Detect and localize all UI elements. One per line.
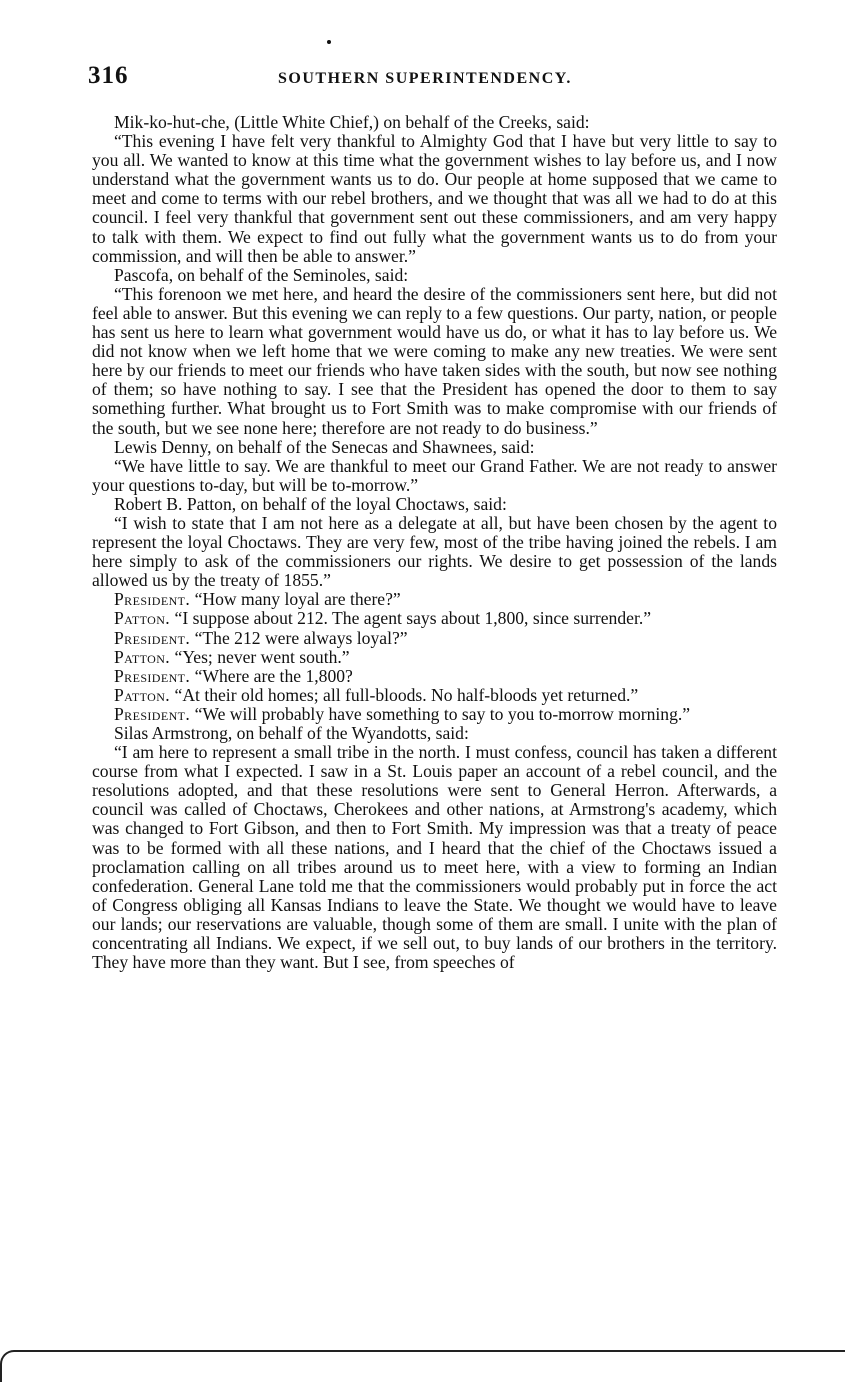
- dialogue-text: “How many loyal are there?”: [194, 589, 401, 610]
- page-bottom-edge: [0, 1350, 845, 1382]
- paragraph-wyandotts-intro: Silas Armstrong, on behalf of the Wyandotts, said:: [114, 723, 469, 743]
- dialogue-line: [92, 629, 777, 648]
- running-head: SOUTHERN SUPERINTENDENCY.: [278, 70, 572, 87]
- speaker-label: President.: [114, 589, 191, 610]
- page-header: [88, 62, 778, 102]
- paragraph-choctaws-speech: “I wish to state that I am not here as a delegate at all, but have been chosen by the agent to represent the loyal Choctaws. They are very few, most of the tribe having joined the rebels. I am here simply to ask of the commissioners our rights. We desire to get possession of the lands allowed us by the treaty of 1855.”: [92, 512, 777, 591]
- page-number: 316: [88, 62, 129, 89]
- speaker-label: Patton.: [114, 684, 171, 705]
- dialogue-line: [92, 667, 777, 686]
- dialogue-text: “The 212 were always loyal?”: [194, 627, 408, 648]
- speaker-label: Patton.: [114, 646, 171, 667]
- dialogue-text: “Where are the 1,800?: [194, 665, 353, 686]
- dialogue-text: “Yes; never went south.”: [174, 646, 350, 667]
- dialogue-line: [92, 590, 777, 609]
- paragraph-creeks-speech: “This evening I have felt very thankful to Almighty God that I have but very little to say to you all. We wanted to know at this time what the government wishes to lay before us, and I now understand what the government wants us to do. Our people at home supposed that we came to meet and come to terms with our rebel brothers, and we thought that was all we had to do at this council. I feel very thankful that government sent out these commissioners, and am very happy to talk with them. We expect to find out fully what the government wants us to do from your commission, and will then be able to answer.”: [92, 131, 777, 266]
- speaker-label: Patton.: [114, 608, 171, 629]
- dialogue-line: [92, 648, 777, 667]
- paragraph-senecas-speech: “We have little to say. We are thankful to meet our Grand Father. We are not ready to answer your questions to-day, but will be to-morrow.”: [92, 455, 777, 495]
- dialogue-text: “We will probably have something to say to you to-morrow morning.”: [194, 703, 691, 724]
- dialogue-line: [92, 609, 777, 628]
- speaker-label: President.: [114, 665, 191, 686]
- paragraph-seminoles-intro: Pascofa, on behalf of the Seminoles, said:: [114, 264, 409, 285]
- body-text: [92, 113, 777, 972]
- paragraph-seminoles-speech: “This forenoon we met here, and heard the desire of the commissioners sent here, but did not feel able to answer. But this evening we can reply to a few questions. Our party, nation, or people has sent us here to learn what government would have us do, or what it has to lay before us. We did not know when we left home that we were coming to make any new treaties. We were sent here by our friends to meet our friends who have taken sides with the south, but now see nothing of them; so have nothing to say. I see that the President has opened the door to them to say something further. What brought us to Fort Smith was to make compromise with our friends of the south, but we see none here; therefore are not ready to do business.”: [92, 283, 777, 438]
- speaker-label: President.: [114, 627, 191, 648]
- paragraph-choctaws-intro: Robert B. Patton, on behalf of the loyal Choctaws, said:: [114, 493, 507, 514]
- speaker-label: President.: [114, 703, 191, 724]
- paragraph-senecas-intro: Lewis Denny, on behalf of the Senecas and Shawnees, said:: [114, 436, 535, 457]
- paragraph-wyandotts-speech: “I am here to represent a small tribe in the north. I must confess, council has taken a different course from what I expected. I saw in a St. Louis paper an account of a rebel council, and the resolutions adopted, and that these resolutions were sent to General Herron. Afterwards, a council was called of Choctaws, Cherokees and other nations, at Armstrong's academy, which was changed to Fort Gibson, and then to Fort Smith. My impression was that a treaty of peace was to be formed with all these nations, and I heard that the chief of the Choctaws issued a proclamation calling on all tribes around us to meet here, with a view to forming an Indian confederation. General Lane told me that the commissioners would probably put in force the act of Congress obliging all Kansas Indians to leave the State. We thought we would have to leave our lands; our reservations are valuable, though some of them are small. I unite with the plan of concentrating all Indians. We expect, if we sell out, to buy lands of our brothers in the territory. They have more than they want. But I see, from speeches of: [92, 742, 777, 973]
- dialogue-text: “I suppose about 212. The agent says about 1,800, since surrender.”: [174, 608, 652, 629]
- paragraph-creeks-intro: Mik-ko-hut-che, (Little White Chief,) on behalf of the Creeks, said:: [114, 112, 590, 132]
- dialogue-line: [92, 705, 777, 724]
- stray-ink-mark: [327, 40, 331, 44]
- dialogue-line: [92, 686, 777, 705]
- dialogue-text: “At their old homes; all full-bloods. No half-bloods yet returned.”: [174, 684, 639, 705]
